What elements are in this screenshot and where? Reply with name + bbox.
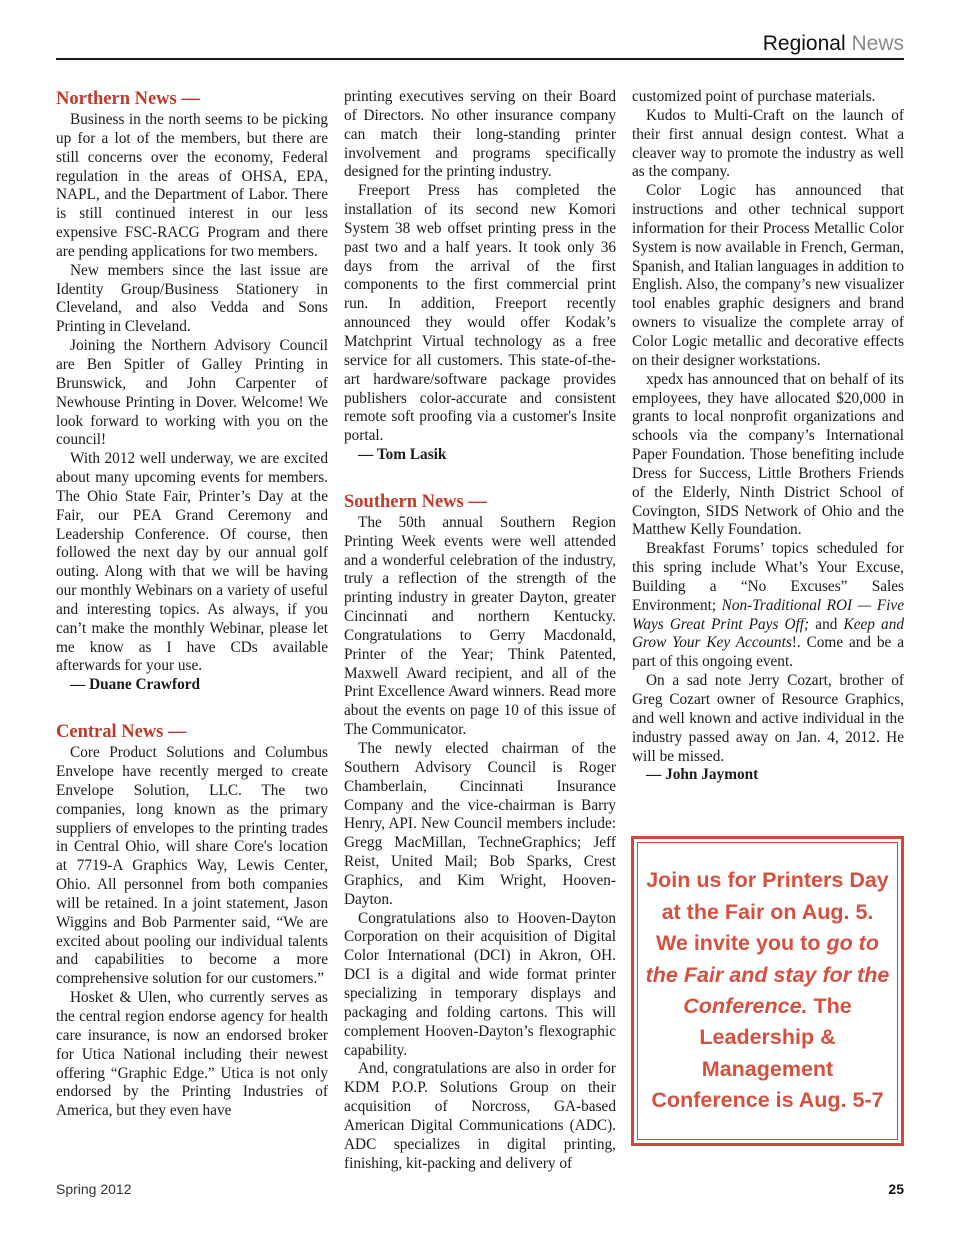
central-paragraph-continued: printing executives serving on their Board of Directors. No other insurance company can match their long-standing printer involvement and programs specifically designed for the printing industry. (344, 88, 616, 181)
central-paragraph: Freeport Press has completed the installation of its second new Komori System 38 web offset printing press in the past two and a half years. It took only 36 days from the arrival of the first components to the first commercial print run. In addition, Freeport recently announced they would offer Kodak’s Matchprint Virtual technology as a free service for all customers. This state-of-the-art hardware/software package provides publishers color-accurate and consistent remote soft proofing via a customer's Insite portal. (344, 182, 616, 445)
northern-paragraph: With 2012 well underway, we are excited about many upcoming events for members. The Ohio State Fair, Printer’s Day at the Fair, our PEA Grand Ceremony and Leadership Conference. Of course, then followed the next day by our annual golf outing. Along with that we will be having our monthly Webinars on a variety of useful and interesting topics. As always, if you can’t make the monthly Webinar, please let me know as I have CDs available afterwards for your use. (56, 450, 328, 675)
page-header (56, 30, 904, 60)
northern-paragraph: New members since the last issue are Identity Group/Business Stationery in Cleveland, and also Vedda and Sons Printing in Cleveland. (56, 261, 328, 336)
northern-news-heading: Northern News — (56, 89, 200, 109)
central-news-heading: Central News — (56, 722, 187, 743)
northern-paragraph: Business in the north seems to be picking up for a lot of the members, but there are still concerns over the economy, Federal regulation in the areas of OHSA, EPA, NAPL, and the Department of Labor. There is still continued interest in our less expensive FSC-RACG Program and there are pending applications for two members. (56, 111, 328, 260)
printers-day-callout (631, 836, 904, 1146)
header-title-strong: Regional (762, 32, 846, 55)
southern-paragraph: xpedx has announced that on behalf of its employees, they have allocated $20,000 in grants to local nonprofit organizations and schools via the company’s International Paper Foundation. Those benefiting include Dress for Success, Little Brothers Friends of the Elderly, Ninth District School of Covington, SIDS Network of Ohio and the Matthew Kelly Foundation. (632, 370, 904, 539)
northern-paragraph: Joining the Northern Advisory Council are Ben Spitler of Galley Printing in Brunswick, and John Carpenter of Newhouse Printing in Dover. Welcome! We look forward to working with you on the council! (56, 337, 328, 449)
footer-issue: Spring 2012 (56, 1181, 132, 1197)
central-signature: — Tom Lasik (358, 446, 447, 464)
southern-paragraph: Color Logic has announced that instructions and other technical support information for their Process Metallic Color System is now available in French, German, Spanish, and Italian languages in addition to English. Also, the company’s new visualizer tool enables graphic designers and brand owners to visualize the complete array of Color Logic metallic and decorative effects on their designer workstations. (632, 182, 904, 369)
breakfast-forums-paragraph (632, 540, 904, 672)
central-paragraph: Core Product Solutions and Columbus Envelope have recently merged to create Envelope Solution, LLC. The two companies, long known as the primary suppliers of envelopes to the printing trades in Central Ohio, will share Core's location at 7719-A Graphics Way, Lewis Center, Ohio. All personnel from both companies will be retained. In a joint statement, Jason Wiggins and Bob Parmenter said, “We are excited about pooling our individual talents and capabilities to become a more comprehensive solution for our customers.” (56, 744, 328, 988)
callout-text (637, 842, 898, 1140)
column-3 (632, 88, 904, 785)
header-title-light: News (851, 32, 904, 55)
southern-paragraph: Congratulations also to Hooven-Dayton Corporation on their acquisition of Digital Color International (DCI) in Akron, OH. DCI is a digital and wide format printer specializing in temporary displays and packaging and folding cartons. This will complement Hooven-Dayton’s flexographic capability. (344, 909, 616, 1059)
southern-paragraph: Kudos to Multi-Craft on the launch of their first annual design contest. What a cleaver way to promote the industry as well as the company. (632, 106, 904, 181)
southern-paragraph: And, congratulations are also in order for KDM P.O.P. Solutions Group on their acquisition of Norcross, GA-based American Digital Communications (ADC). ADC specializes in digital printing, finishing, kit-packing and delivery of (344, 1060, 616, 1172)
southern-news-heading: Southern News — (344, 491, 487, 512)
forums-topic-italic: Non-Traditional ROI — Five Ways Great Print Pays Off; (632, 596, 905, 633)
forums-tail: !. Come and be a part of this ongoing event. (632, 634, 904, 671)
southern-paragraph: The 50th annual Southern Region Printing Week events were well attended and a wonderful celebration of the industry, truly a reflection of the strength of the printing industry in greater Dayton, greater Cincinnati and northern Kentucky. Congratulations to Gerry Macdonald, Printer of the Year; Think Patented, Maxwell Award recipient, and all of the Print Excellence Award winners. Read more about the events on page 10 of this issue of The Communicator. (344, 513, 616, 739)
page-number: 25 (888, 1181, 904, 1197)
column-2 (344, 88, 616, 1173)
southern-paragraph: The newly elected chairman of the Southern Advisory Council is Roger Chamberlain, Cincinnati Insurance Company and the vice-chairman is Barry Henry, API. New Council members include: Gregg MacMillan, TechneGraphics; Jeff Reist, United Mail; Bob Sparks, Crest Graphics, and Kim Wright, Hooven-Dayton. (344, 740, 616, 908)
callout-text-part2: The Leadership & Management Conference is Aug. 5-7 (651, 994, 884, 1113)
southern-signature: — John Jaymont (646, 766, 759, 784)
forums-lead: Breakfast Forums’ topics scheduled for this spring include What’s Your Excuse, Building a “No Excuses” Sales Environment; (632, 540, 904, 614)
central-paragraph: Hosket & Ulen, who currently serves as the central region endorse agency for health care insurance, is now an endorsed broker for Utica National including their newest offering “Graphic Edge.” Utica is not only endorsed by the Printing Industries of America, but they even have (56, 989, 328, 1120)
northern-signature: — Duane Crawford (70, 676, 201, 694)
forums-topic-italic: Keep and Grow Your Key Accounts (632, 615, 904, 652)
column-1 (56, 88, 328, 1121)
forums-mid: and (809, 615, 844, 633)
southern-paragraph-continued: customized point of purchase materials. (632, 88, 876, 105)
callout-text-part1: Join us for Printers Day at the Fair on Aug. 5. We invite you to (646, 868, 889, 956)
callout-text-italic: go to the Fair and stay for the Conference. (645, 931, 890, 1018)
southern-paragraph: On a sad note Jerry Cozart, brother of Greg Cozart owner of Resource Graphics, and well known and active individual in the industry passed away on Jan. 4, 2012. He will be missed. (632, 672, 904, 765)
